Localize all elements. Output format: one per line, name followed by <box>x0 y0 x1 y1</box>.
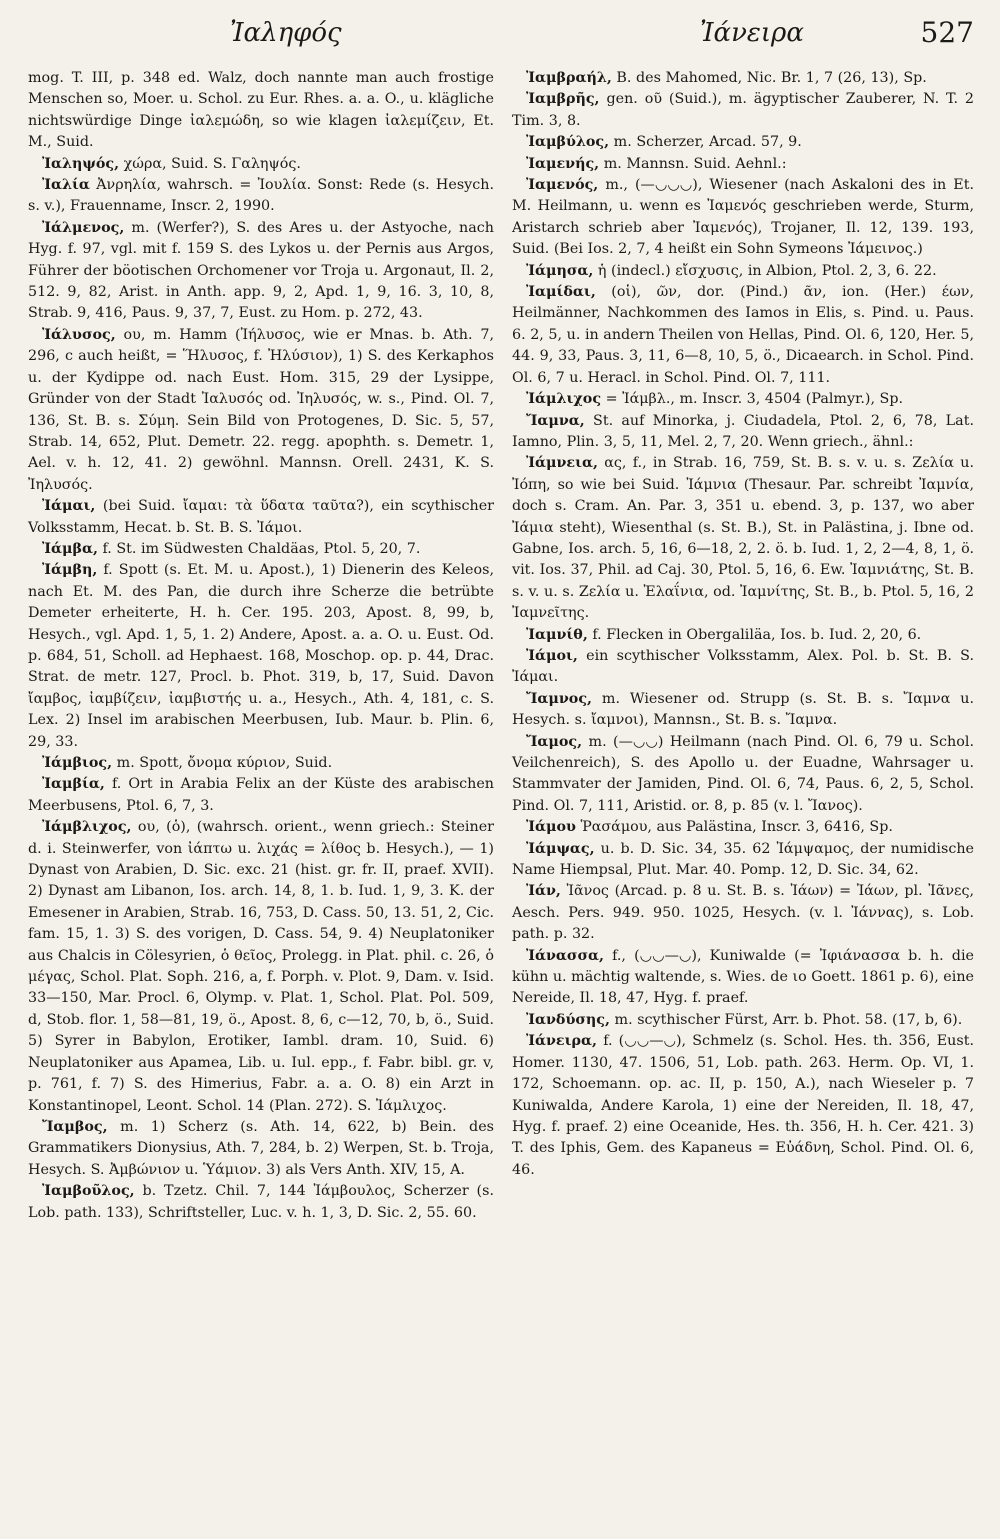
entry-text: ας, f., in Strab. 16, 759, St. B. s. v. u. s. Ζελία u. Ἰόπη, so wie bei Suid. Ἰάμνια (Thesaur. Par. schreibt Ἰαμνία, doch s. Cram. An. Par. 3, 351 u. ebend. 3, p. 137, wo aber Ἰάμια steht), Wiesenthal (s. St. B.), St. in Palästina, j. Ibne od. Gabne, Ios. arch. 5, 16, 6—18, 2, 2. ö. b. Iud. 1, 2, 2—4, 8, 1, ö. vit. Ios. 37, Phil. ad Caj. 30, Ptol. 5, 16, 6. Ew. Ἰαμνιάτης, St. B. s. v. u. s. Ζελία u. Ἐλαΐνια, od. Ἰαμνίτης, St. B., b. Ptol. 5, 16, 2 Ἰαμνεῖτης. <box>512 455 975 622</box>
dictionary-entry <box>512 1010 974 1031</box>
entry-lemma: Ἰάν, <box>526 883 561 900</box>
entry-text: B. des Mahomed, Nic. Br. 1, 7 (26, 13), Sp. <box>616 70 927 86</box>
entry-lemma: Ἰαμβραήλ, <box>526 70 612 86</box>
entry-text: m. Spott, ὄνομα κύριον, Suid. <box>116 755 333 771</box>
entry-lemma: Ἰάμαι, <box>42 498 96 515</box>
entry-lemma: Ἴαμνα, <box>526 412 585 429</box>
dictionary-entry <box>512 625 974 646</box>
dictionary-entry <box>28 1181 494 1224</box>
entry-text: f. Flecken in Obergaliläa, Ios. b. Iud. 2, 20, 6. <box>592 626 922 643</box>
dictionary-entry <box>512 839 974 882</box>
entry-lemma: Ἰάνειρα, <box>526 1033 598 1050</box>
entry-lemma: Ἰαμβία, <box>42 776 105 793</box>
right-column <box>512 68 974 1181</box>
dictionary-entry <box>28 218 494 325</box>
dictionary-entry <box>512 154 974 175</box>
entry-text: m. (—◡◡) Heilmann (nach Pind. Ol. 6, 79 u. Schol. Veilchenreich), S. des Apollo u. der Euadne, Wahrsager u. Stammvater der Jamiden, Pind. Ol. 6, 74, Paus. 6, 2, 5, Schol. Pind. Ol. 7, 111, Aristid. or. 8, p. 85 (v. l. Ἴανος). <box>512 733 974 814</box>
entry-text: f. (◡◡—◡), Schmelz (s. Schol. Hes. th. 356, Eust. Homer. 1130, 47. 1506, 51, Lob. path. 263. Herm. Op. VI, 1. 172, Schoemann. op. ac. II, p. 150, A.), nach Wieseler p. 7 Kuniwalda, Andere Karola, 1) eine der Nereiden, Il. 18, 47, Hyg. f. praef. 2) eine Oceanide, Hes. th. 356, H. h. Cer. 421. 3) T. des Iphis, Gem. des Kapaneus = Εὐάδνη, Schol. Pind. Ol. 6, 46. <box>512 1033 975 1178</box>
dictionary-entry <box>512 261 974 282</box>
entry-text: f. St. im Südwesten Chaldäas, Ptol. 5, 20, 7. <box>102 540 421 557</box>
entry-lemma: Ἰαμβοῦλος, <box>42 1183 135 1200</box>
entry-lemma: Ἰανδύσης, <box>526 1011 610 1028</box>
entry-lemma: Ἰάμησα, <box>526 262 594 279</box>
dictionary-entry <box>28 496 494 539</box>
dictionary-entry <box>28 325 494 496</box>
dictionary-entry <box>28 1117 494 1181</box>
entry-lemma: Ἰάμψας, <box>526 840 595 857</box>
entry-text: χώρα, Suid. S. Γαληψός. <box>123 155 301 172</box>
left-running-headword: Ἰαληφός <box>230 18 342 48</box>
entry-text: St. auf Minorka, j. Ciudadela, Ptol. 2, 6, 78, Lat. Iamno, Plin. 3, 5, 11, Mel. 2, 7, 20. Wenn griech., ähnl.: <box>512 412 974 450</box>
entry-text: m. (Werfer?), S. des Ares u. der Astyoche, nach Hyg. f. 97, vgl. mit f. 159 S. des Lykos u. der Pernis aus Argos, Führer der böotischen Orchomener vor Troja u. Argonaut, Il. 2, 512. 9, 82, Arist. in Anth. app. 9, 2, Apd. 1, 9, 16. 3, 10, 8, Strab. 9, 416, Paus. 9, 37, 7, Eust. zu Hom. p. 272, 43. <box>28 219 494 322</box>
entry-text: m. Mannsn. Suid. Aehnl.: <box>603 155 787 172</box>
entry-text: b. Tzetz. Chil. 7, 144 Ἰάμβουλος, Scherzer (s. Lob. path. 133), Schriftsteller, Luc. v. h. 1, 3, D. Sic. 2, 55. 60. <box>28 1183 494 1221</box>
entry-lemma: Ἰάλυσος, <box>42 326 116 343</box>
entry-text: f. Ort in Arabia Felix an der Küste des arabischen Meerbusens, Ptol. 6, 7, 3. <box>28 776 494 814</box>
entry-text: ου, m. Hamm (Ἰήλυσος, wie er Mnas. b. Ath. 7, 296, c auch heißt, = Ἥλυσος, f. Ἠλύσιον), 1) S. des Kerkaphos u. der Kydippe od. nach Eust. Hom. 315, 29 der Lysippe, Gründer von der Stadt Ἰαλυσός od. Ἰηλυσός, w. s., Pind. Ol. 7, 136, St. B. s. Σύμη. Sein Bild von Protogenes, D. Sic. 5, 57, Strab. 14, 652, Plut. Demetr. 22. regg. apophth. s. Demetr. 1, Ael. v. h. 12, 41. 2) gewöhnl. Mannsn. Orell. 2431, K. S. Ἰηλυσός. <box>28 326 494 493</box>
entry-lemma: Ἰάμλιχος <box>526 391 602 408</box>
entry-lemma: Ἰαμβύλος, <box>526 134 610 151</box>
entry-lemma: Ἰάλμενος, <box>42 219 125 236</box>
dictionary-entry <box>28 539 494 560</box>
entry-text: (οἱ), ῶν, dor. (Pind.) ᾶν, ion. (Her.) έων, Heilmänner, Nachkommen des Iamos in Elis, s. Pind. u. Paus. 6. 2, 5, u. in andern Theilen von Hellas, Pind. Ol. 6, 120, Her. 5, 44. 9, 33, Paus. 3, 11, 6—8, 10, 5, ö., Dicaearch. in Schol. Pind. Ol. 6, 7 u. Heracl. in Schol. Pind. Ol. 7, 111. <box>512 284 974 386</box>
entry-text: (bei Suid. ἴαμαι: τὰ ὕδατα ταῦτα?), ein scythischer Volksstamm, Hecat. b. St. B. S. Ἰάμοι. <box>28 498 494 536</box>
entry-text: ein scythischer Volksstamm, Alex. Pol. b. St. B. S. Ἰάμαι. <box>512 647 974 686</box>
entry-text: m. Wiesener od. Strupp (s. St. B. s. Ἴαμνα u. Hesych. s. ἴαμνοι), Mannsn., St. B. s. Ἴαμνα. <box>512 690 975 729</box>
entry-lemma: Ἰάμβιος, <box>42 755 113 771</box>
dictionary-entry <box>28 560 494 753</box>
entry-text: m. Scherzer, Arcad. 57, 9. <box>613 134 802 151</box>
entry-lemma: Ἰαμενός, <box>526 177 599 194</box>
entry-text: ου, (ὁ), (wahrsch. orient., wenn griech.: Steiner d. i. Steinwerfer, von ἰάπτω u. λιχάς = λίθος b. Hesych.), — 1) Dynast von Arabien, D. Sic. exc. 21 (hist. gr. fr. II, praef. XVII). 2) Dynast am Libanon, Ios. arch. 14, 8, 1. b. Iud. 1, 9, 3. K. der Emesener in Arabien, Strab. 16, 753, D. Cass. 50, 13. 51, 2, Cic. fam. 15, 1. 3) S. des vorigen, D. Cass. 54, 9. 4) Neuplatoniker aus Chalcis in Cölesyrien, ὁ θεῖος, Prolegg. in Plat. phil. c. 26, ὁ μέγας, Schol. Plat. Soph. 216, a, f. Porph. v. Plot. 9, Dam. v. Isid. 33—150, Mar. Procl. 6, Olymp. v. Plat. 1, Schol. Plat. Pol. 509, d, Stob. flor. 1, 58—81, 19, ö., Apost. 8, 6, c—12, 70, b, ö., Suid. 5) Syrer in Babylon, Erotiker, Iambl. dram. 10, Suid. 6) Neuplatoniker aus Apamea, Lib. u. Iul. epp., f. Fabr. bibl. gr. v, p. 761, f. 7) S. des Himerius, Fabr. a. a. O. 8) ein Arzt in Konstantinopel, Leont. Schol. 14 (Plan. 272). S. Ἰάμλιχος. <box>28 819 495 1114</box>
entry-lemma: Ἰάμου <box>526 819 576 836</box>
entry-text: ἡ (indecl.) εἴσχυσις, in Albion, Ptol. 2, 3, 6. 22. <box>597 262 937 279</box>
page-number: 527 <box>920 16 974 49</box>
dictionary-entry <box>512 389 974 410</box>
entry-text: m. scythischer Fürst, Arr. b. Phot. 58. (17, b, 6). <box>614 1011 963 1028</box>
dictionary-entry <box>512 1031 974 1181</box>
entry-lemma: Ἴαμος, <box>526 733 583 750</box>
right-running-headword: Ἰάνειρα <box>700 18 804 48</box>
entry-text: m. 1) Scherz (s. Ath. 14, 622, b) Bein. des Grammatikers Dionysius, Ath. 7, 284, b. 2) Werpen, St. b. Troja, Hesych. S. Ἀμβώνιον u. Ὑάμιον. 3) als Vers Anth. XIV, 15, A. <box>28 1118 495 1178</box>
entry-text: f., (◡◡—◡), Kuniwalde (= Ἰφιάνασσα b. h. die kühn u. mächtig waltende, s. Wies. de ιο Goett. 1861 p. 6), eine Nereide, Il. 18, 47, Hyg. f. praef. <box>512 947 974 1007</box>
entry-text: = Ἰάμβλ., m. Inscr. 3, 4504 (Palmyr.), Sp. <box>605 391 904 408</box>
dictionary-entry <box>512 946 974 1010</box>
dictionary-entry <box>28 817 494 1117</box>
dictionary-entry <box>512 68 974 89</box>
entry-text: Ῥασάμου, aus Palästina, Inscr. 3, 6416, Sp. <box>580 819 893 836</box>
dictionary-entry <box>512 411 974 454</box>
entry-lemma: Ἰάμοι, <box>526 647 578 664</box>
dictionary-entry <box>512 732 974 818</box>
entry-text: gen. οῦ (Suid.), m. ägyptischer Zauberer, N. T. 2 Tim. 3, 8. <box>512 91 975 129</box>
entry-lemma: Ἰάμνεια, <box>526 455 598 472</box>
entry-text: Ἰᾶνος (Arcad. p. 8 u. St. B. s. Ἰάων) = Ἰάων, pl. Ἰᾶνες, Aesch. Pers. 949. 950. 1025, Hesych. (v. l. Ἰάννας), s. Lob. path. p. 32. <box>512 883 975 943</box>
dictionary-entry <box>512 646 974 689</box>
entry-lemma: Ἰάμβη, <box>42 562 98 579</box>
entry-lemma: Ἰάμβλιχος, <box>42 819 132 836</box>
entry-text: f. Spott (s. Et. M. u. Apost.), 1) Dienerin des Keleos, nach Et. M. des Pan, die durch ihre Scherze die betrübte Demeter erheiterte, H. h. Cer. 195. 203, Apost. 8, 99, b, Hesych., vgl. Apd. 1, 5, 1. 2) Andere, Apost. a. a. O. u. Eust. Od. p. 684, 51, Scholl. ad Hephaest. 168, Moschop. op. p. 44, Drac. Strat. de metr. 127, Procl. b. Phot. 319, b, 17, Suid. Davon ἴαμβος, ἰαμβίζειν, ἰαμβιστής u. a., Hesych., Ath. 4, 181, c. S. Lex. 2) Insel im arabischen Meerbusen, Iub. Maur. b. Plin. 6, 29, 33. <box>28 562 494 750</box>
dictionary-entry <box>512 132 974 153</box>
dictionary-entry <box>512 689 974 732</box>
entry-lemma: Ἰαληψός, <box>42 155 120 172</box>
dictionary-entry <box>512 89 974 132</box>
entry-lemma: Ἴαμβος, <box>42 1118 108 1135</box>
dictionary-entry <box>28 774 494 817</box>
entry-text: Ἀνρηλία, wahrsch. = Ἰουλία. Sonst: Rede (s. Hesych. s. v.), Frauenname, Inscr. 2, 1990. <box>28 177 494 215</box>
entry-text: u. b. D. Sic. 34, 35. 62 Ἰάμψαμος, der numidische Name Hiempsal, Plut. Mar. 40. Pomp. 12, D. Sic. 34, 62. <box>512 840 975 879</box>
dictionary-entry <box>512 817 974 838</box>
entry-lemma: Ἰαλία <box>42 177 90 194</box>
dictionary-entry <box>28 68 494 154</box>
entry-lemma: Ἰάνασσα, <box>526 947 604 964</box>
entry-lemma: Ἰαμνίθ, <box>526 626 588 643</box>
entry-lemma: Ἰαμβρῆς, <box>526 91 600 108</box>
entry-lemma: Ἰαμίδαι, <box>526 284 596 301</box>
page-header <box>0 8 1000 54</box>
dictionary-entry <box>28 154 494 175</box>
dictionary-entry <box>512 881 974 945</box>
dictionary-entry <box>512 175 974 261</box>
dictionary-entry <box>512 453 974 624</box>
dictionary-entry <box>28 753 494 774</box>
entry-text: m., (—◡◡◡), Wiesener (nach Askaloni des in Et. M. Heilmann, u. wenn es Ἰαμενός geschrieben werde, Sturm, Aristarch schrieb aber Ἰαμενός), Trojaner, Il. 12, 139. 193, Suid. (Bei Ios. 2, 7, 4 heißt ein Sohn Symeons Ἰάμεινος.) <box>512 177 974 258</box>
left-column <box>28 68 494 1224</box>
entry-lemma: Ἰάμβα, <box>42 540 98 557</box>
entry-lemma: Ἰαμενής, <box>526 155 600 172</box>
dictionary-entry <box>512 282 974 389</box>
dictionary-entry <box>28 175 494 218</box>
entry-text: mog. T. III, p. 348 ed. Walz, doch nannte man auch frostige Menschen so, Moer. u. Schol. zu Eur. Rhes. a. a. O., u. klägliche nichtswürdige Dinge ἰαλεμώδη, so wie klagen ἰαλεμίζειν, Et. M., Suid. <box>28 70 494 151</box>
entry-lemma: Ἴαμνος, <box>526 690 593 707</box>
